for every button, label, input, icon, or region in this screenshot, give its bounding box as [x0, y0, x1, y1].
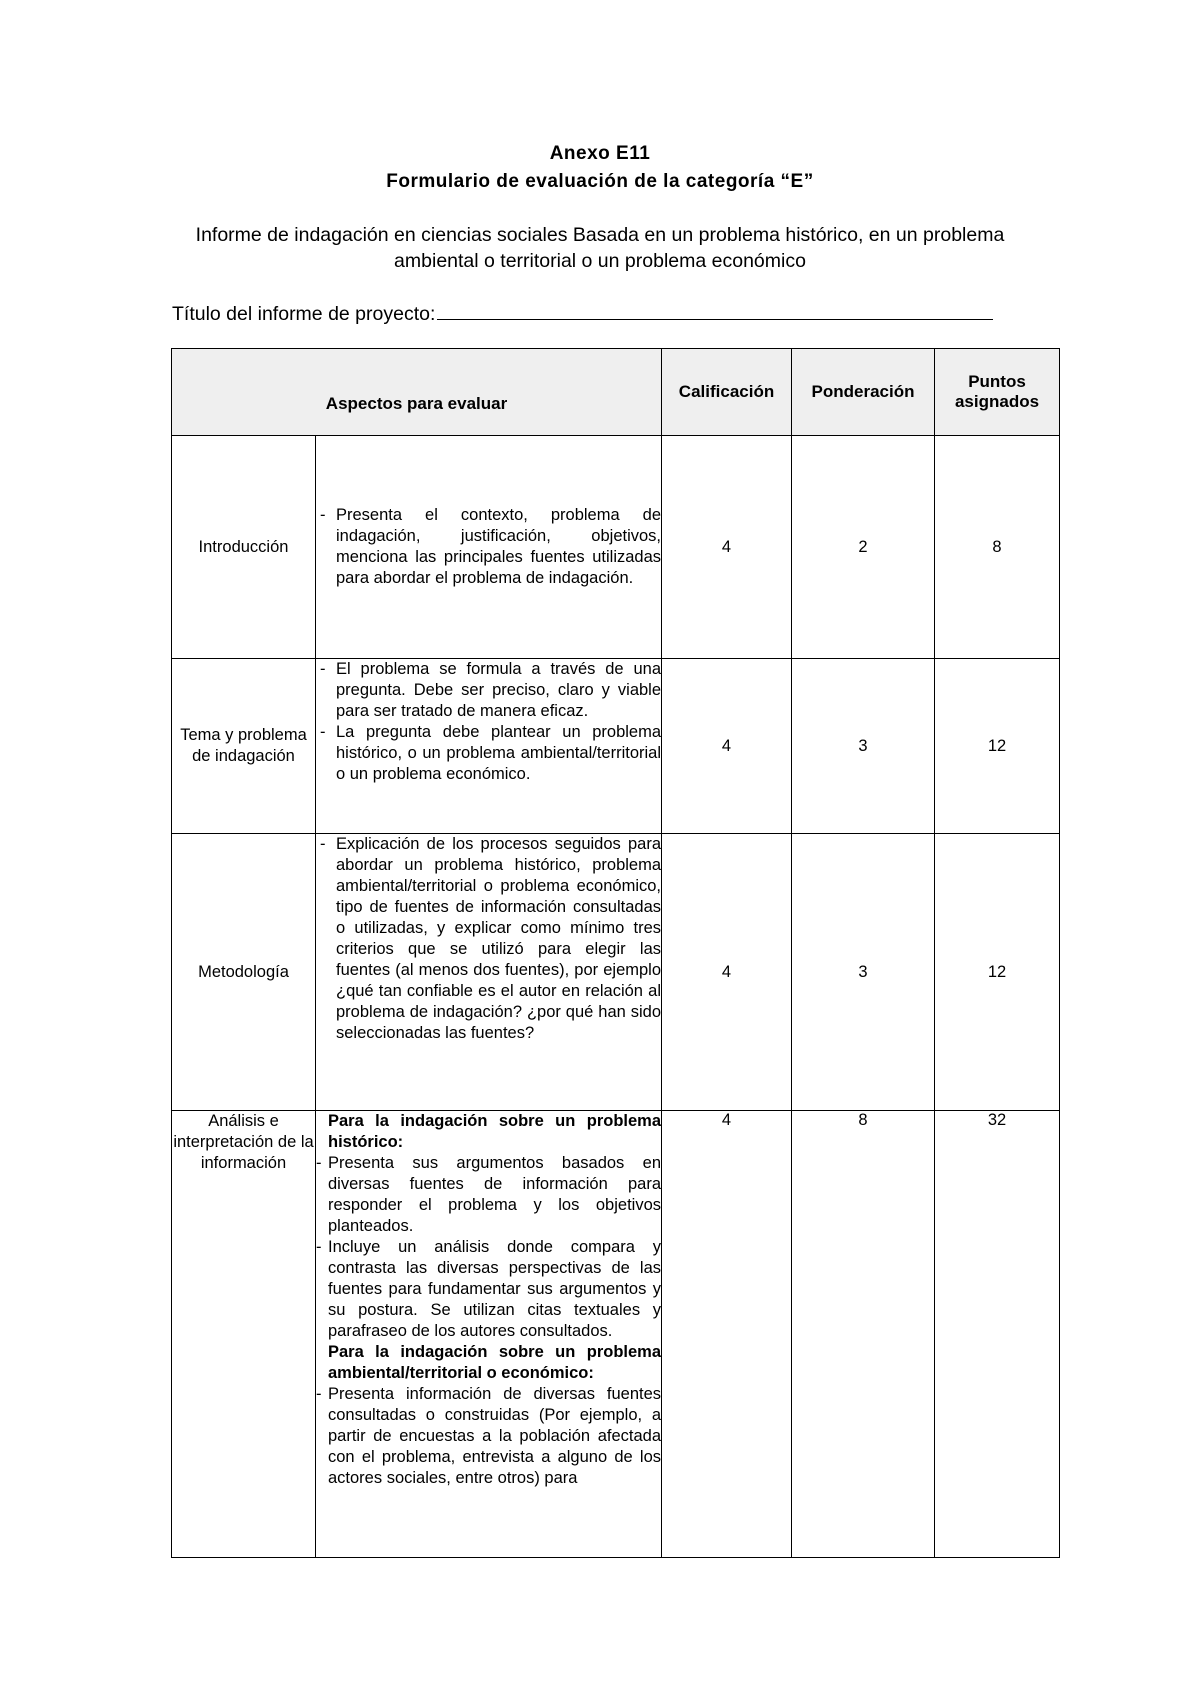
criteria-lead-historical: Para la indagación sobre un problema histórico:: [328, 1112, 662, 1151]
aspect-name: Tema y problema de indagación: [172, 659, 316, 834]
annex-title: Anexo E11: [549, 143, 651, 164]
table-row: [172, 1111, 1060, 1558]
points-value: 8: [935, 436, 1060, 659]
aspect-criteria: [316, 1111, 662, 1558]
rating-value: 4: [662, 834, 792, 1111]
project-title-blank-line: [437, 299, 993, 320]
header-points: Puntos asignados: [935, 349, 1060, 436]
criterion-item: - Explicación de los procesos seguidos para abordar un problema histórico, problema ambiental/territorial o problema económico, tipo de fuentes de información consultadas o utilizadas, y explicar como mínimo tres criterios que se utilizó para elegir las fuentes (al menos dos fuentes), por ejemplo ¿qué tan confiable es el autor en relación al problema de indagación? ¿por qué han sido seleccionadas las fuentes?: [316, 834, 661, 1044]
rating-value: 4: [662, 659, 792, 834]
weight-value: 8: [792, 1111, 935, 1558]
criterion-item: - La pregunta debe plantear un problema histórico, o un problema ambiental/territorial o un problema económico.: [316, 722, 661, 785]
criterion-item: - Incluye un análisis donde compara y contrasta las diversas perspectivas de las fuentes para fundamentar sus argumentos y su postura. Se utilizan citas textuales y parafraseo de los autores consultados.: [316, 1237, 661, 1342]
header-rating: Calificación: [662, 349, 792, 436]
aspect-criteria: [316, 659, 662, 834]
table-row: [172, 834, 1060, 1111]
criteria-lead-environmental: Para la indagación sobre un problema ambiental/territorial o económico:: [328, 1343, 662, 1382]
table-header-row: [172, 349, 1060, 436]
points-value: 12: [935, 834, 1060, 1111]
table-row: [172, 659, 1060, 834]
table-row: [172, 436, 1060, 659]
criterion-item: - El problema se formula a través de una pregunta. Debe ser preciso, claro y viable para ser tratado de manera eficaz.: [316, 659, 661, 722]
criterion-item: - Presenta información de diversas fuentes consultadas o construidas (Por ejemplo, a partir de encuestas a la población afectada con el problema, entrevista a alguno de los actores sociales, entre otros) para: [316, 1384, 661, 1489]
weight-value: 2: [792, 436, 935, 659]
criterion-item: - Presenta el contexto, problema de indagación, justificación, objetivos, menciona las principales fuentes utilizadas para abordar el problema de indagación.: [316, 505, 661, 589]
project-title-label: Título del informe de proyecto:: [172, 303, 436, 325]
criterion-item: - Presenta sus argumentos basados en diversas fuentes de información para responder el problema y los objetivos planteados.: [316, 1153, 661, 1237]
aspect-name: Metodología: [172, 834, 316, 1111]
header-aspects: Aspectos para evaluar: [172, 349, 662, 436]
points-value: 12: [935, 659, 1060, 834]
rating-value: 4: [662, 436, 792, 659]
document-subtitle: Informe de indagación en ciencias sociales Basada en un problema histórico, en un problema ambiental o territorial o un problema económico: [195, 224, 1005, 272]
aspect-criteria: [316, 834, 662, 1111]
weight-value: 3: [792, 659, 935, 834]
form-title: Formulario de evaluación de la categoría “E”: [386, 171, 814, 192]
rating-value: 4: [662, 1111, 792, 1558]
aspect-criteria: [316, 436, 662, 659]
header-weight: Ponderación: [792, 349, 935, 436]
aspect-name: Análisis e interpretación de la información: [172, 1111, 316, 1558]
points-value: 32: [935, 1111, 1060, 1558]
weight-value: 3: [792, 834, 935, 1111]
evaluation-table: [171, 348, 1060, 1558]
project-title-field: [172, 299, 993, 326]
aspect-name: Introducción: [172, 436, 316, 659]
